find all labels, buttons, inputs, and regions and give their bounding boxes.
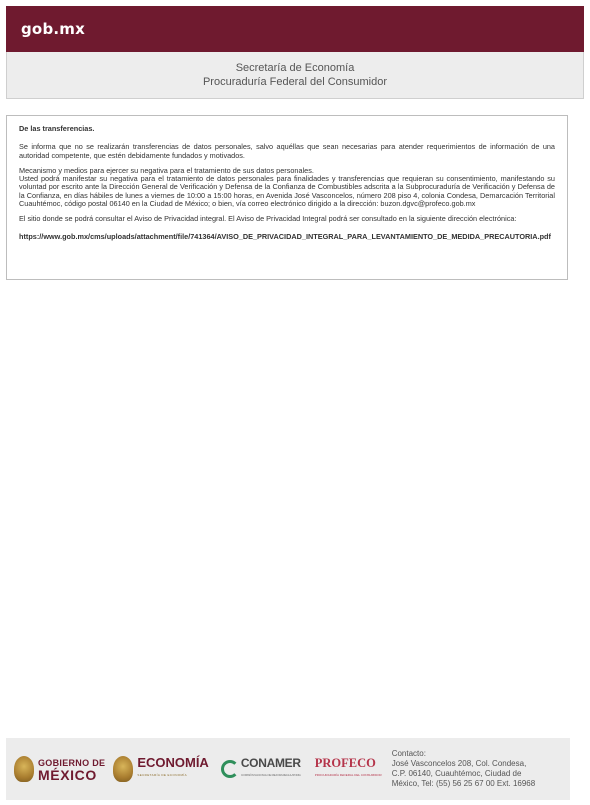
conamer-logo-subtext: COMISIÓN NACIONAL DE MEJORA REGULATORIA [240, 773, 301, 777]
conamer-logo-text: CONAMER [240, 756, 301, 770]
institution-header [6, 52, 584, 99]
eagle-emblem-icon [14, 756, 34, 782]
section-title: De las transferencias. [19, 124, 95, 133]
transfers-paragraph: Se informa que no se realizarán transferencias de datos personales, salvo aquéllas que sean necesarias para atender requerimientos de información de una autoridad competente, que estén debidamente fundados y motivados. [19, 142, 555, 160]
contact-info [392, 749, 536, 789]
economia-logo-text: ECONOMÍA [137, 755, 209, 770]
top-bar [6, 6, 584, 52]
privacy-notice-paragraph: El sitio donde se podrá consultar el Aviso de Privacidad integral. El Aviso de Privacidad Integral podrá ser consultado en la siguiente dirección electrónica: [19, 214, 517, 224]
contact-address-line1: José Vasconcelos 208, Col. Condesa, [391, 759, 527, 768]
contact-address-line2: C.P. 06140, Cuauhtémoc, Ciudad de [391, 769, 522, 778]
footer [6, 738, 570, 800]
gobierno-logo-line2: MÉXICO [38, 767, 97, 783]
profeco-logo-subtext: PROCURADURÍA FEDERAL DEL CONSUMIDOR [314, 773, 382, 777]
privacy-notice-link[interactable]: https://www.gob.mx/cms/uploads/attachment/file/741364/AVISO_DE_PRIVACIDAD_INTEGRAL_PARA_LEVANTAMIENTO_DE_MEDIDA_PRECAUTORIA.pdf [19, 231, 551, 241]
economia-logo-subtext: SECRETARÍA DE ECONOMÍA [137, 773, 188, 777]
profeco-logo [315, 757, 382, 781]
contact-address-line3: México, Tel: (55) 56 25 67 00 Ext. 16968 [391, 779, 536, 788]
gob-mx-logo[interactable]: gob.mx [21, 20, 85, 38]
gobierno-de-mexico-logo [14, 756, 105, 782]
mechanism-heading: Mecanismo y medios para ejercer su negativa para el tratamiento de sus datos personales. [19, 165, 314, 175]
secretaria-title: Secretaría de Economía [235, 62, 355, 74]
document-content [6, 115, 568, 280]
procuraduria-title: Procuraduría Federal del Consumidor [202, 76, 388, 88]
economia-logo [113, 756, 209, 782]
gobierno-logo-line1: GOBIERNO DE [38, 758, 106, 768]
contact-label: Contacto: [391, 749, 426, 758]
conamer-circle-icon [221, 760, 239, 778]
conamer-logo [221, 757, 301, 781]
profeco-logo-text: PROFECO [314, 756, 376, 770]
mechanism-paragraph: Usted podrá manifestar su negativa para el tratamiento de datos personales para finalidades y transferencias que requieran su consentimiento, manifestando su voluntad por escrito ante la Dirección General de Verificación y Defensa de la Confianza de Combustibles adscrita a la Subprocuraduría de Verificación y Defensa de la Confianza, en días hábiles de lunes a viernes de 10:00 a 15:00 horas, en Avenida José Vasconcelos, número 208 piso 4, colonia Condesa, Demarcación Territorial Cuauhtémoc, código postal 06140 en la Ciudad de México; o bien, vía correo electrónico dirigido a la dirección: buzon.dgvc@profeco.gob.mx [19, 174, 555, 209]
eagle-emblem-icon [113, 756, 133, 782]
